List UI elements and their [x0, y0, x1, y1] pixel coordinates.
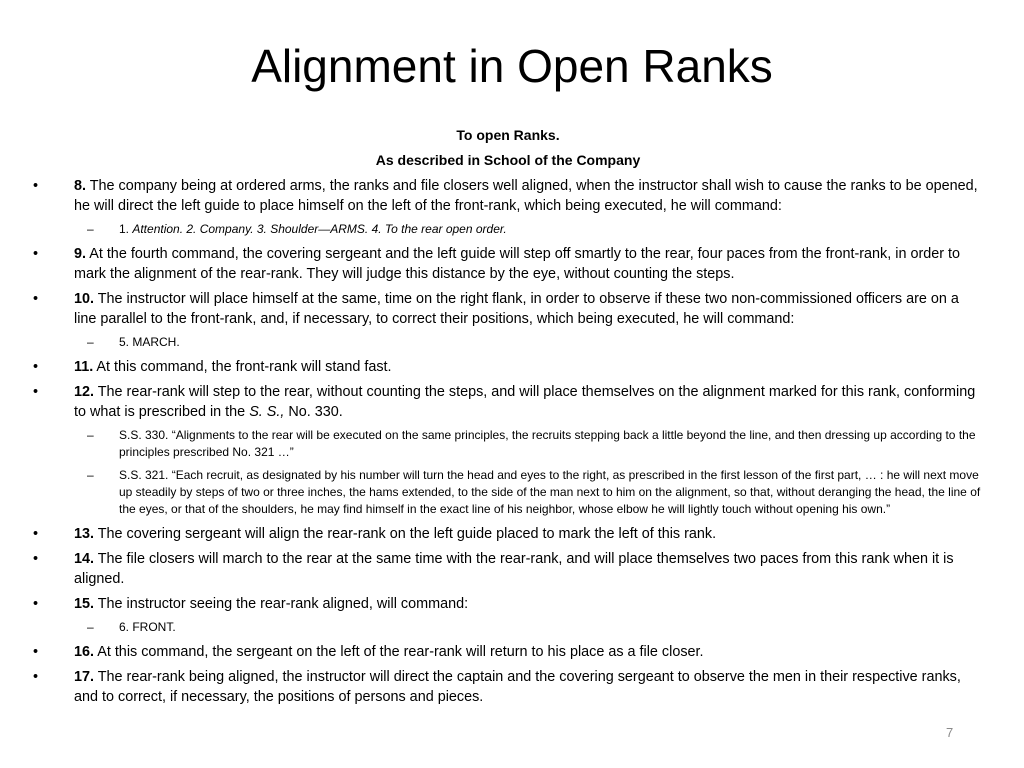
sub-item-prefix: 1. — [119, 222, 133, 236]
paragraph-text: The company being at ordered arms, the ranks and file closers well aligned, when the instructor shall wish to cause the ranks to be opened, he will direct the left guide to place himself on the left of the front-rank, which being executed, he will command: — [74, 178, 978, 214]
list-item — [33, 289, 983, 329]
bullet-icon: • — [33, 669, 39, 685]
paragraph-text: The instructor seeing the rear-rank aligned, will command: — [94, 596, 469, 612]
bullet-icon: • — [33, 246, 39, 262]
paragraph-number: 15. — [74, 596, 95, 612]
bullet-icon: • — [33, 644, 39, 660]
list-item — [33, 176, 983, 216]
list-item — [33, 382, 983, 422]
paragraph-number: 13. — [74, 526, 95, 542]
subheading: To open Ranks. — [456, 127, 560, 143]
paragraph-number: 11. — [74, 359, 94, 375]
list-item — [33, 642, 983, 662]
paragraph-text: The file closers will march to the rear at the same time with the rear-rank, and will place themselves two paces from this rank when it is aligned. — [74, 551, 954, 587]
paragraph-text: The covering sergeant will align the rear-rank on the left guide placed to mark the left of this rank. — [94, 526, 717, 542]
paragraph-text: At this command, the sergeant on the left of the rear-rank will return to his place as a file closer. — [94, 644, 704, 660]
bullet-icon: • — [33, 178, 39, 194]
paragraph-number: 16. — [74, 644, 95, 660]
paragraph-number: 10. — [74, 291, 95, 307]
dash-icon: – — [87, 620, 94, 634]
paragraph-text: At this command, the front-rank will stand fast. — [93, 359, 392, 375]
subheading: As described in School of the Company — [375, 152, 641, 168]
sub-item-text: S.S. 321. “Each recruit, as designated by his number will turn the head and eyes to the right, as prescribed in the first lesson of the first part, … : he will next move up steadily by steps of two or three inches, the hams extended, to the side of the man next to him on the alignment, so that, without deranging the head, the line of the eyes, or that of the shoulders, he may find himself in the exact line of his neighbor, whose elbow he will lightly touch without opening his own.” — [119, 468, 981, 516]
paragraph-number: 14. — [74, 551, 95, 567]
list-item — [33, 357, 983, 377]
reference-abbrev: S. S., — [249, 404, 285, 420]
paragraph-text: At the fourth command, the covering sergeant and the left guide will step off smartly to the rear, four paces from the front-rank, in order to mark the alignment of the rear-rank. They will judge this distance by the eye, without counting the steps. — [74, 246, 961, 282]
command-text: Attention. 2. Company. 3. Shoulder—ARMS. 4. To the rear open order. — [132, 222, 507, 236]
paragraph-text: The instructor will place himself at the same, time on the right flank, in order to observe if these two non-commissioned officers are on a line parallel to the front-rank, and, if necessary, to correct their positions, which being executed, he will command: — [74, 291, 959, 327]
paragraph-text: The rear-rank being aligned, the instructor will direct the captain and the covering sergeant to observe the men in their respective ranks, and to correct, if necessary, the positions of persons and pieces. — [74, 669, 961, 705]
sub-item-text: 6. FRONT. — [119, 620, 176, 634]
bullet-icon: • — [33, 384, 39, 400]
sub-item — [33, 221, 983, 238]
bullet-icon: • — [33, 596, 39, 612]
paragraph-text: The rear-rank will step to the rear, without counting the steps, and will place themselves on the alignment marked for this rank, conforming to what is prescribed in the — [74, 384, 976, 420]
sub-item-text: S.S. 330. “Alignments to the rear will be executed on the same principles, the recruits stepping back a little beyond the line, and then dressing up according to the principles prescribed No. 321 …” — [119, 428, 976, 459]
list-item — [33, 549, 983, 589]
page-number: 7 — [946, 725, 954, 740]
list-item — [33, 594, 983, 614]
bullet-icon: • — [33, 291, 39, 307]
sub-item — [33, 467, 983, 518]
sub-item — [33, 427, 983, 461]
paragraph-number: 17. — [74, 669, 95, 685]
dash-icon: – — [87, 222, 94, 236]
sub-item-text: 5. MARCH. — [119, 335, 180, 349]
dash-icon: – — [87, 335, 94, 349]
slide-body — [33, 126, 983, 712]
sub-item — [33, 619, 983, 636]
list-item — [33, 524, 983, 544]
dash-icon: – — [87, 468, 94, 482]
paragraph-number: 12. — [74, 384, 95, 400]
slide-title: Alignment in Open Ranks — [251, 40, 773, 92]
list-item — [33, 244, 983, 284]
sub-item — [33, 334, 983, 351]
list-item — [33, 667, 983, 707]
paragraph-number: 8. — [74, 178, 87, 194]
bullet-icon: • — [33, 359, 39, 375]
paragraph-number: 9. — [74, 246, 87, 262]
bullet-icon: • — [33, 526, 39, 542]
dash-icon: – — [87, 428, 94, 442]
paragraph-text-end: No. 330. — [284, 404, 343, 420]
bullet-icon: • — [33, 551, 39, 567]
